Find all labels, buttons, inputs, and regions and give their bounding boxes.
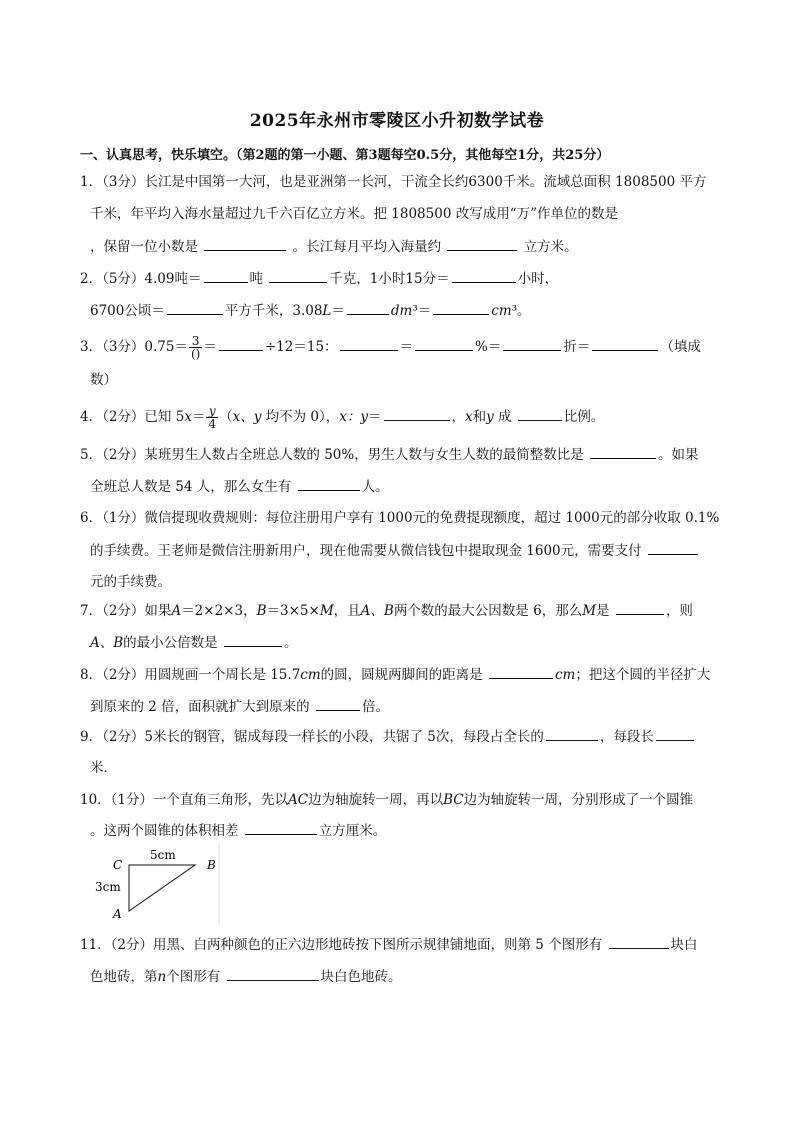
q7-var-B: B [256, 603, 267, 619]
q4-frac-den: 4 [208, 417, 217, 431]
q2-line2 [90, 300, 531, 321]
q5-line1 [80, 444, 699, 465]
q7-line2 [90, 632, 297, 653]
q8-line1 [80, 664, 710, 685]
q4-blank-2[interactable] [518, 406, 562, 421]
q1-line2: 千米，年平均入海水量超过九千六百亿立方米。把 1808500 改写成用“万”作单位的数是 [90, 206, 619, 222]
q1-line1: 1．（3分）长江是中国第一大河，也是亚洲第一长河，干流全长约6300千米。流域总面积 1808500 平方 [80, 174, 707, 190]
q7-text-i: A、B [90, 635, 124, 651]
q4-text-j: 和 [472, 409, 487, 425]
side-CB-length: 5cm [150, 848, 176, 862]
q10-text-e: 立方厘米。 [318, 823, 387, 839]
q2-blank-2[interactable] [269, 268, 327, 283]
q3-text-e: %＝ [475, 339, 502, 355]
q5-line2 [90, 476, 389, 497]
q1-text-b: 。长江每月平均入海量约 [292, 239, 442, 255]
q7-text-k: 。 [283, 635, 298, 651]
q10-line1 [80, 790, 693, 810]
q4-text-m: 比例。 [563, 409, 605, 425]
q2-unit-cm: cm [491, 303, 512, 319]
q11-text-e: 块白色地砖。 [320, 969, 402, 985]
q11-blank-1[interactable] [609, 934, 669, 949]
q2-text-c: 千克，1小时15分＝ [329, 271, 450, 287]
q4-text-l: 成 [493, 409, 512, 425]
q10-text-b: 边为轴旋转一周，再以 [308, 792, 444, 808]
side-CA-length: 3cm [95, 880, 121, 894]
q7-var-A: A [171, 603, 182, 619]
q2-line1 [80, 268, 558, 289]
q10-edge-AC: AC [288, 792, 309, 808]
q10-edge-BC: BC [443, 792, 464, 808]
q10-blank-1[interactable] [245, 820, 317, 835]
q2-text-a: 2．（5分）4.09吨＝ [80, 271, 202, 287]
q7-var-M2: M [582, 603, 597, 619]
q11-text-a: 11．（2分）用黑、白两种颜色的正六边形地砖按下图所示规律铺地面，则第 5 个图形有 [80, 937, 603, 953]
q4-blank-1[interactable] [384, 406, 450, 421]
q3-text-d: ＝ [399, 339, 414, 355]
q4-text-g: ＝ [368, 409, 382, 425]
q4-var-x2: x [465, 409, 473, 425]
q2-blank-1[interactable] [204, 268, 248, 283]
q2-text-d: 小时， [517, 271, 559, 287]
vertex-A-label: A [113, 907, 122, 921]
q2-unit-dm: dm [390, 303, 413, 319]
q4-fraction [206, 405, 218, 430]
q7-text-g: 是 [596, 603, 610, 619]
q8-blank-1[interactable] [489, 664, 553, 679]
q8-text-b: 的圆，圆规两脚间的距离是 [320, 667, 483, 683]
q7-text-b: ＝2×2×3， [181, 603, 257, 619]
q11-text-c: 色地砖，第 [90, 969, 158, 985]
vertex-C-label: C [113, 858, 123, 872]
q8-blank-2[interactable] [316, 696, 360, 711]
q8-text-c: ；把这个圆的半径扩大 [575, 667, 711, 683]
q10-text-c: 边为轴旋转一周，分别形成了一个圆锥 [463, 792, 694, 808]
q2-blank-3[interactable] [452, 268, 516, 283]
q7-var-M: M [319, 603, 334, 619]
q5-text-c: 全班总人数是 54 人，那么女生有 [90, 479, 292, 495]
q4-var-y: y [486, 409, 494, 425]
q2-text-i: ³。 [511, 303, 531, 319]
q3-text-b: ＝ [203, 339, 217, 355]
q3-line2: 数） [90, 372, 117, 388]
q4-text-d: x、y [232, 409, 262, 425]
q4-text-h: ， [451, 409, 465, 425]
q8-text-d: 到原来的 2 倍，面积就扩大到原来的 [90, 699, 310, 715]
q8-text-a: 8．（2分）用圆规画一个周长是 15.7 [80, 667, 301, 683]
q8-unit-cm: cm [300, 667, 321, 683]
q9-text-b: ，每段长 [599, 729, 654, 745]
section-heading: 一、认真思考，快乐填空。（第2题的第一小题、第3题每空0.5分，其他每空1分，共25分） [80, 148, 610, 163]
q10-text-d: 。这两个圆锥的体积相差 [90, 823, 239, 839]
q9-line2: 米． [90, 760, 117, 776]
q4-line1 [80, 402, 604, 432]
q7-text-e: A、B [360, 603, 394, 619]
q5-blank-2[interactable] [298, 476, 360, 491]
q11-text-b: 块白 [670, 937, 698, 953]
q10-text-a: 10．（1分）一个直角三角形，先以 [80, 792, 289, 808]
q11-line1 [80, 934, 698, 955]
q2-unit-L: L [322, 303, 332, 319]
q5-blank-1[interactable] [590, 444, 656, 459]
q3-blank-5[interactable] [592, 336, 658, 351]
q1-text-c: 立方米。 [523, 239, 578, 255]
q7-text-d: ，且 [333, 603, 361, 619]
q3-fraction [189, 335, 202, 360]
q7-text-h: ，则 [665, 603, 693, 619]
q10-line2 [90, 820, 386, 841]
vertex-B-label: B [207, 858, 216, 872]
q3-blank-3[interactable] [415, 336, 473, 351]
q3-blank-1[interactable] [219, 336, 263, 351]
q6-line1: 6．（1分）微信提现收费规则：每位注册用户享有 1000元的免费提现额度，超过 1000元的部分收取 0.1% [80, 510, 720, 526]
q4-text-e: 均不为 0）， [261, 409, 340, 425]
q3-text-g: （填成 [660, 339, 701, 355]
q6-line3: 元的手续费。 [90, 574, 171, 590]
q1-line3 [90, 236, 578, 257]
q7-blank-1[interactable] [616, 600, 664, 615]
q3-text-c: ÷12＝15： [264, 339, 338, 355]
q4-frac-num: y [206, 405, 218, 418]
triangle-shape [129, 865, 195, 911]
q3-frac-num: 3 [189, 335, 202, 348]
q6-line2 [90, 540, 700, 561]
q2-text-f: 平方千米，3.08 [224, 303, 323, 319]
q2-text-h: ³＝ [412, 303, 432, 319]
q4-text-f: x：y [339, 409, 368, 425]
q7-text-a: 7．（2分）如果 [80, 603, 172, 619]
exam-title: 2025年永州市零陵区小升初数学试卷 [249, 111, 545, 131]
q8-text-e: 倍。 [361, 699, 389, 715]
q2-blank-5[interactable] [347, 300, 389, 315]
q9-blank-2[interactable] [656, 726, 694, 741]
q1-blank-2[interactable] [447, 236, 517, 251]
q11-var-n: n [157, 969, 167, 985]
q6-blank-1[interactable] [648, 540, 698, 555]
q5-text-d: 人。 [361, 479, 389, 495]
right-triangle-figure [95, 843, 225, 925]
q11-blank-2[interactable] [227, 966, 319, 981]
q3-line1 [80, 332, 701, 362]
q4-text-b: ＝ [191, 409, 206, 425]
q2-blank-6[interactable] [433, 300, 489, 315]
q8-unit-cm2: cm [554, 667, 576, 683]
q7-text-c: ＝3×5× [266, 603, 320, 619]
q4-text-a: 4．（2分）已知 5 [80, 409, 185, 425]
q4-text-c: （ [219, 409, 233, 425]
triangle-diagram [95, 843, 225, 925]
q9-line1 [80, 726, 696, 747]
q6-text-a: 的手续费。王老师是微信注册新用户，现在他需要从微信钱包中提取现金 1600元，需要支付 [90, 543, 642, 559]
q11-line2 [90, 966, 402, 987]
q7-text-f: 两个数的最大公因数是 6，那么 [393, 603, 583, 619]
q5-text-a: 5．（2分）某班男生人数占全班总人数的 50%，男生人数与女生人数的最简整数比是 [80, 447, 584, 463]
q11-text-d: 个图形有 [166, 969, 221, 985]
q8-line2 [90, 696, 389, 717]
q2-text-b: 吨 [249, 271, 263, 287]
q4-var-x: x [184, 409, 192, 425]
q7-line1 [80, 600, 693, 621]
q3-blank-4[interactable] [503, 336, 561, 351]
q9-blank-1[interactable] [546, 726, 598, 741]
q5-text-b: 。如果 [658, 447, 699, 463]
q9-text-a: 9．（2分）5米长的钢管，锯成每段一样长的小段，共锯了 5次，每段占全长的 [80, 729, 544, 745]
q1-text-a: ，保留一位小数是 [90, 239, 198, 255]
q3-text-f: 折＝ [563, 339, 591, 355]
q3-text-a: 3．（3分）0.75＝ [80, 339, 188, 355]
q3-blank-2[interactable] [340, 336, 398, 351]
q2-text-e: 6700公顷＝ [90, 303, 165, 319]
q2-blank-4[interactable] [167, 300, 223, 315]
q7-text-j: 的最小公倍数是 [123, 635, 218, 651]
q3-frac-den[interactable]: () [191, 347, 201, 361]
q1-blank-1[interactable] [204, 236, 286, 251]
q2-text-g: ＝ [331, 303, 345, 319]
q7-blank-2[interactable] [224, 632, 282, 647]
